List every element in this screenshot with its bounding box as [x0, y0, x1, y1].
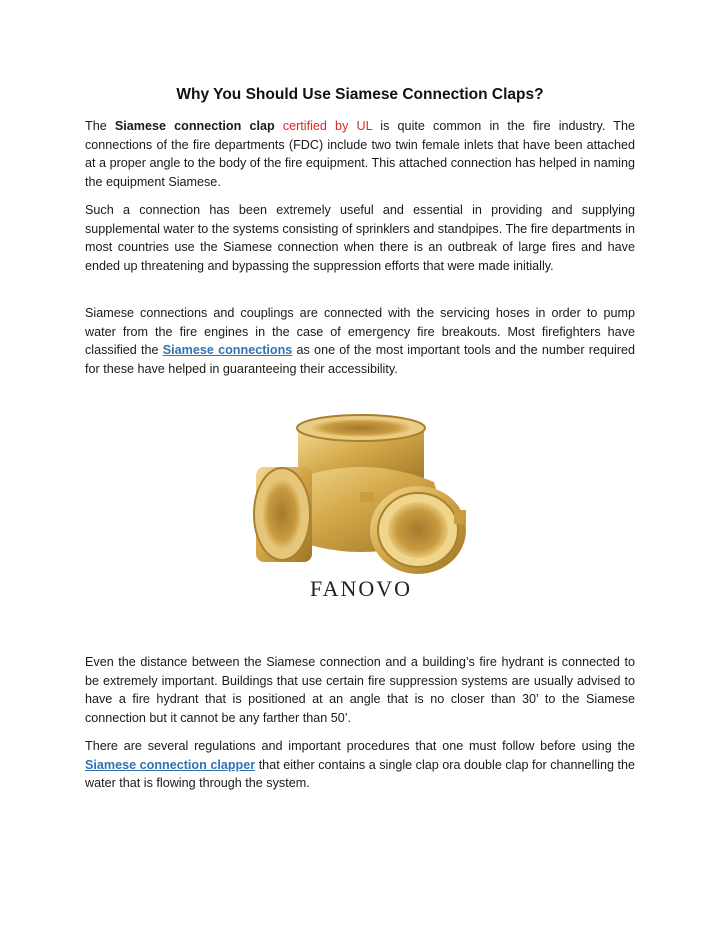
paragraph-intro	[85, 117, 635, 191]
brass-siamese-fitting-illustration	[248, 412, 474, 582]
p5-after: that either contains a single clap ora double clap for channelling the water that is flowing through the system.	[85, 757, 636, 791]
siamese-connection-clapper-link[interactable]: Siamese connection clapper	[85, 757, 256, 772]
p1-certified-text: certified by UL	[282, 119, 373, 133]
product-image	[248, 412, 474, 602]
p1-rest: is quite common in the fire industry. The connections of the fire departments (FDC) include two twin female inlets that have been attached at a proper angle to the body of the fire equipment. This attached connection has helped in naming the equipment Siamese.	[85, 119, 636, 189]
p3-after: as one of the most important tools and the number required for these have helped in guaranteeing their accessibility.	[85, 343, 635, 376]
paragraph-usage: Such a connection has been extremely useful and essential in providing and supplying supplemental water to the systems consisting of sprinklers and standpipes. The fire departments in most countries use the Siamese connection when there is an outbreak of large fires and have ended up threatening and bypassing the suppression efforts that were made initially.	[85, 203, 635, 273]
paragraph-hydrant-distance: Even the distance between the Siamese connection and a building’s fire hydrant is connected to be extremely important. Buildings that use certain fire suppression systems are usually advised to have a fire hydrant that is positioned at an angle that is no closer than 30’ to the Siamese connection but it cannot be any farther than 50’.	[85, 655, 635, 725]
p1-bold-term: Siamese connection clap	[114, 119, 275, 133]
p3-before: Siamese connections and couplings are connected with the servicing hoses in order to pump water from the fire engines in the case of emergency fire breakouts. Most firefighters have classified the	[85, 306, 635, 358]
document-title: Why You Should Use Siamese Connection Claps?	[176, 86, 544, 103]
paragraph-couplings	[85, 304, 635, 378]
paragraph-regulations	[85, 737, 635, 793]
p1-space	[275, 119, 283, 133]
p5-before: There are several regulations and important procedures that one must follow before using the	[85, 739, 635, 753]
fanovo-logo: FANOVO	[309, 576, 413, 601]
p1-lead: The	[85, 119, 115, 133]
siamese-connections-link[interactable]: Siamese connections	[162, 343, 293, 358]
